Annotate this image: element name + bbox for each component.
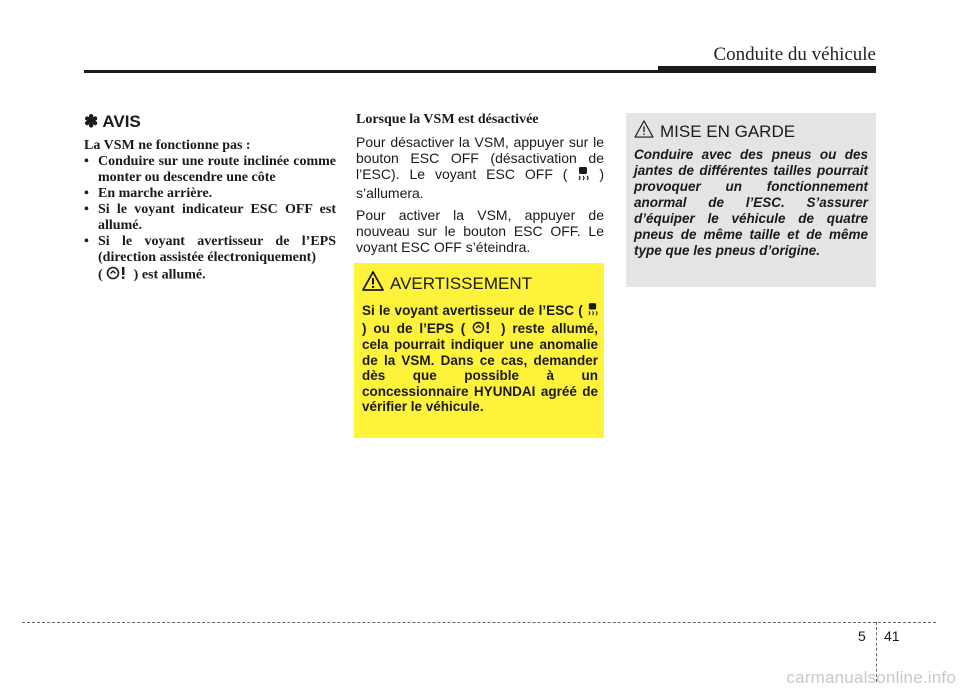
esc-skid-icon bbox=[577, 166, 589, 185]
chapter-number: 5 bbox=[858, 628, 866, 644]
caution-body: Conduire avec des pneus ou des jantes de différentes tailles pourrait provoquer un fonctionnement anormal de l’ESC. S’assurer d’équiper le véhicule de quatre pneus de même taille et de même type que les pneus d’origine. bbox=[634, 147, 868, 258]
avis-heading: ✽ AVIS bbox=[84, 112, 141, 131]
vsm-off-heading: Lorsque la VSM est désactivée bbox=[356, 112, 539, 127]
list-item: • Conduire sur une route inclinée comme monter ou descendre une côte bbox=[84, 154, 336, 185]
vsm-off-paragraph-2: Pour activer la VSM, appuyer de nouveau sur le bouton ESC OFF. Le voyant ESC OFF s’éteindra. bbox=[356, 207, 604, 255]
caution-box bbox=[626, 113, 876, 287]
avis-list bbox=[84, 154, 336, 285]
warning-title: AVERTISSEMENT bbox=[390, 273, 533, 293]
page-header-title: Conduite du véhicule bbox=[713, 44, 876, 65]
caution-title-row bbox=[634, 120, 868, 143]
vsm-off-section bbox=[356, 112, 604, 261]
list-item: • Si le voyant avertisseur de l’EPS (direction assistée électroniquement) ( ) est allumé. bbox=[84, 234, 336, 285]
caution-title: MISE EN GARDE bbox=[660, 121, 796, 141]
page-number: 41 bbox=[884, 628, 900, 644]
avis-section bbox=[84, 112, 336, 285]
warning-triangle-icon bbox=[362, 271, 384, 296]
eps-warning-icon bbox=[106, 266, 130, 285]
warning-title-row bbox=[362, 271, 598, 296]
footer-rule bbox=[22, 622, 936, 623]
esc-skid-icon bbox=[587, 302, 598, 321]
watermark: carmanualsonline.info bbox=[786, 668, 956, 687]
header-rule-accent bbox=[658, 66, 876, 73]
warning-box bbox=[354, 263, 604, 438]
caution-triangle-icon bbox=[634, 120, 654, 143]
list-item: • En marche arrière. bbox=[84, 186, 213, 201]
vsm-off-paragraph-1: Pour désactiver la VSM, appuyer sur le bouton ESC OFF (désactivation de l’ESC). Le voyant ESC OFF ( ) s’allumera. bbox=[356, 134, 605, 201]
eps-warning-icon bbox=[472, 321, 494, 338]
warning-body: Si le voyant avertisseur de l’ESC ( ) ou de l’EPS ( ) reste allumé, cela pourrait indiquer une anomalie de la VSM. Dans ce cas, demander dès que possible à un concessionnaire HYUNDAI agréé de vérifier le véhicule. bbox=[362, 302, 598, 415]
list-item: • Si le voyant indicateur ESC OFF est allumé. bbox=[84, 202, 336, 233]
avis-intro: La VSM ne fonctionne pas : bbox=[84, 138, 251, 153]
